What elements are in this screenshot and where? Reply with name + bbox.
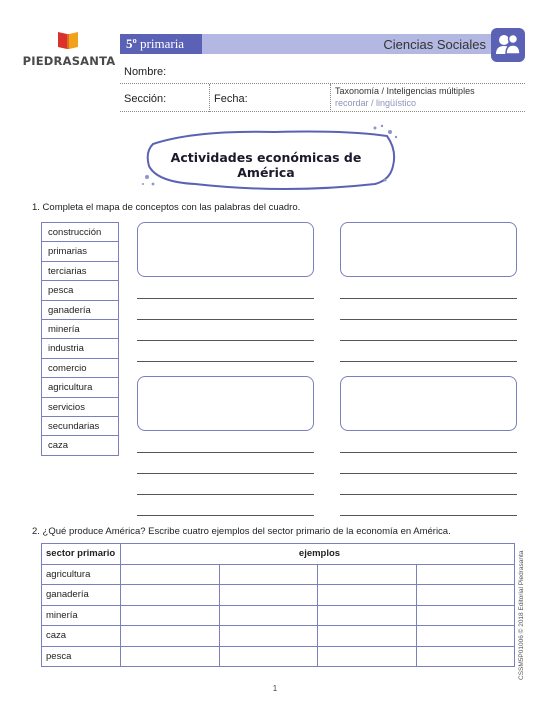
example-cell[interactable]	[219, 626, 318, 647]
concept-box[interactable]	[340, 222, 517, 277]
example-cell[interactable]	[219, 564, 318, 585]
example-cell[interactable]	[318, 564, 417, 585]
primary-sector-table	[41, 543, 515, 667]
answer-line[interactable]	[340, 361, 517, 362]
brand-name: PIEDRASANTA	[22, 54, 116, 68]
sector-cell: pesca	[42, 646, 121, 667]
examples-column-header: ejemplos	[121, 544, 515, 565]
word-list	[41, 222, 119, 456]
example-cell[interactable]	[121, 646, 220, 667]
example-cell[interactable]	[416, 605, 515, 626]
word-item: secundarias	[42, 417, 118, 436]
answer-line[interactable]	[340, 319, 517, 320]
answer-line[interactable]	[137, 494, 314, 495]
word-item: caza	[42, 436, 118, 455]
divider	[209, 84, 210, 112]
example-cell[interactable]	[219, 585, 318, 606]
sector-cell: minería	[42, 605, 121, 626]
question-2-prompt: 2. ¿Qué produce América? Escribe cuatro ejemplos del sector primario de la economía en América.	[32, 526, 451, 537]
word-item: agricultura	[42, 378, 118, 397]
example-cell[interactable]	[416, 564, 515, 585]
example-cell[interactable]	[318, 605, 417, 626]
grade-badge	[120, 34, 202, 54]
copyright-note: CSSM5P01006 © 2018 Editorial Piedrasanta	[518, 550, 525, 680]
answer-line[interactable]	[137, 361, 314, 362]
page-number: 1	[272, 684, 278, 693]
word-item: pesca	[42, 281, 118, 300]
example-cell[interactable]	[121, 605, 220, 626]
sector-column-header: sector primario	[42, 544, 121, 565]
word-item: minería	[42, 320, 118, 339]
grade-label: primaria	[140, 36, 185, 51]
answer-line[interactable]	[340, 515, 517, 516]
name-label: Nombre:	[124, 66, 167, 78]
word-item: servicios	[42, 398, 118, 417]
table-row	[42, 605, 515, 626]
example-cell[interactable]	[121, 564, 220, 585]
taxonomy-label: Taxonomía / Inteligencias múltiples	[335, 86, 475, 96]
concept-box[interactable]	[137, 222, 314, 277]
answer-line[interactable]	[137, 319, 314, 320]
example-cell[interactable]	[121, 585, 220, 606]
answer-line[interactable]	[137, 340, 314, 341]
book-logo-icon	[56, 30, 80, 50]
date-label: Fecha:	[214, 93, 248, 105]
word-item: construcción	[42, 223, 118, 242]
table-row	[42, 585, 515, 606]
answer-line[interactable]	[340, 340, 517, 341]
sector-cell: agricultura	[42, 564, 121, 585]
word-item: terciarias	[42, 262, 118, 281]
piedrasanta-logo	[22, 30, 116, 70]
answer-line[interactable]	[137, 298, 314, 299]
word-item: ganadería	[42, 301, 118, 320]
example-cell[interactable]	[318, 585, 417, 606]
table-row	[42, 626, 515, 647]
table-row	[42, 646, 515, 667]
sector-cell: caza	[42, 626, 121, 647]
taxonomy-values: recordar / lingüístico	[335, 98, 417, 108]
answer-line[interactable]	[340, 473, 517, 474]
concept-box[interactable]	[340, 376, 517, 431]
example-cell[interactable]	[219, 646, 318, 667]
section-label: Sección:	[124, 93, 167, 105]
example-cell[interactable]	[416, 585, 515, 606]
answer-line[interactable]	[137, 473, 314, 474]
example-cell[interactable]	[219, 605, 318, 626]
page-title: Actividades económicas de América	[170, 150, 362, 180]
answer-line[interactable]	[340, 494, 517, 495]
question-1-prompt: 1. Completa el mapa de conceptos con las palabras del cuadro.	[32, 202, 301, 213]
word-item: comercio	[42, 359, 118, 378]
example-cell[interactable]	[318, 646, 417, 667]
word-item: primarias	[42, 242, 118, 261]
example-cell[interactable]	[416, 626, 515, 647]
table-row	[42, 564, 515, 585]
answer-line[interactable]	[340, 452, 517, 453]
answer-line[interactable]	[137, 515, 314, 516]
answer-line[interactable]	[137, 452, 314, 453]
example-cell[interactable]	[318, 626, 417, 647]
concept-box[interactable]	[137, 376, 314, 431]
example-cell[interactable]	[121, 626, 220, 647]
table-header-row	[42, 544, 515, 565]
name-field-line[interactable]	[120, 83, 525, 84]
word-item: industria	[42, 339, 118, 358]
people-icon	[491, 28, 525, 62]
subject-title: Ciencias Sociales	[383, 37, 486, 52]
sector-cell: ganadería	[42, 585, 121, 606]
example-cell[interactable]	[416, 646, 515, 667]
divider	[330, 84, 331, 112]
grade-number: 5º	[126, 36, 137, 51]
section-field-line[interactable]	[120, 111, 525, 112]
answer-line[interactable]	[340, 298, 517, 299]
